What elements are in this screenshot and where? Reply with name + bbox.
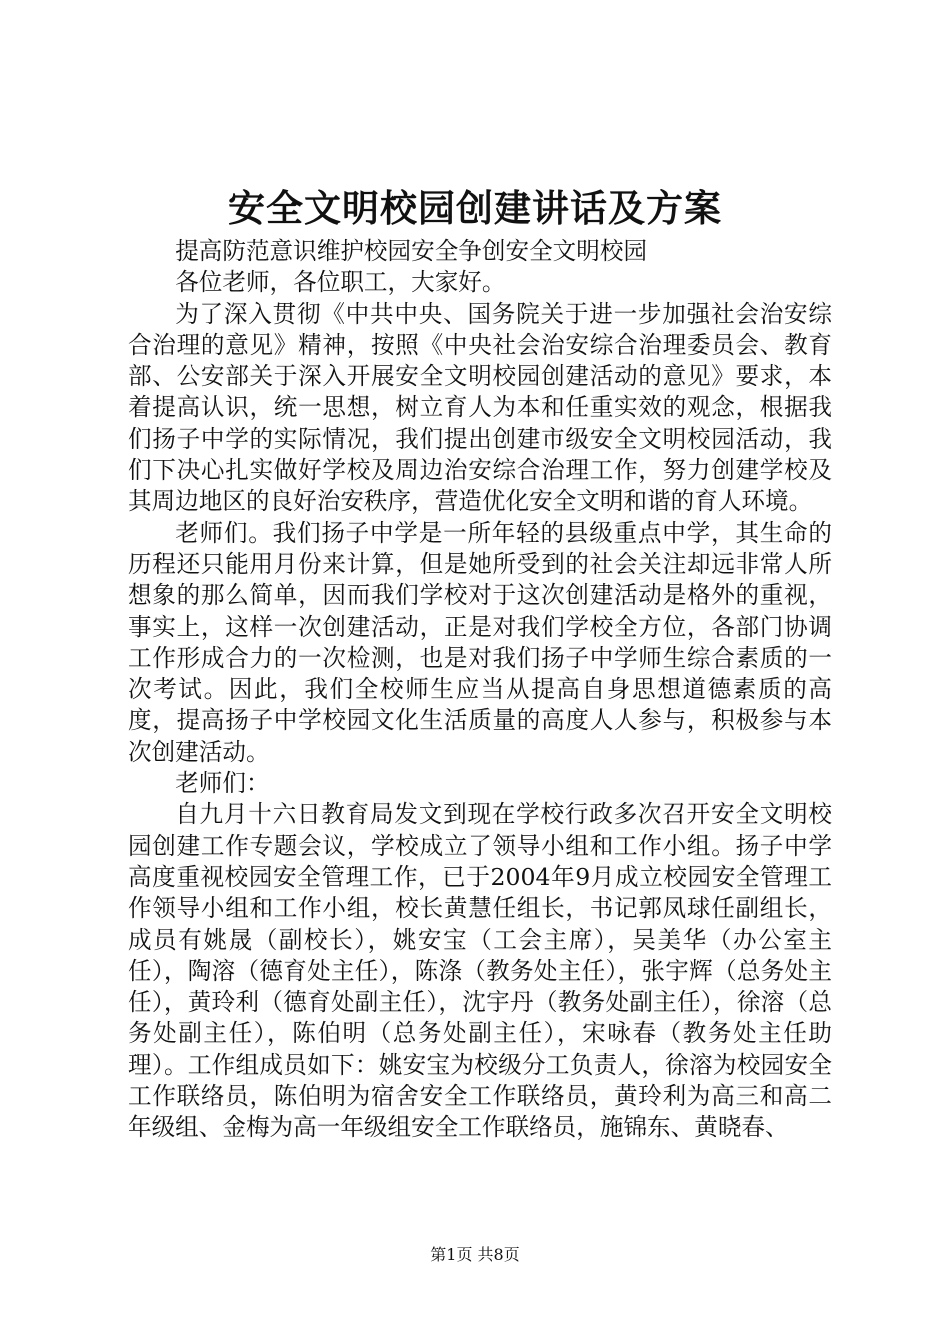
body-paragraph: 老师们。我们扬子中学是一所年轻的县级重点中学，其生命的历程还只能用月份来计算，但是她所受到的社会关注却远非常人所想象的那么简单，因而我们学校对于这次创建活动是格外的重视，事实上，这样一次创建活动，正是对我们学校全方位，各部门协调工作形成合力的一次检测，也是对我们扬子中学师生综合素质的一次考试。因此，我们全校师生应当从提高自身思想道德素质的高度，提高扬子中学校园文化生活质量的高度人人参与，积极参与本次创建活动。 (128, 518, 832, 766)
document-body (128, 236, 832, 1144)
body-paragraph: 为了深入贯彻《中共中央、国务院关于进一步加强社会治安综合治理的意见》精神，按照《中央社会治安综合治理委员会、教育部、公安部关于深入开展安全文明校园创建活动的意见》要求，本着提高认识，统一思想，树立育人为本和任重实效的观念，根据我们扬子中学的实际情况，我们提出创建市级安全文明校园活动，我们下决心扎实做好学校及周边治安综合治理工作，努力创建学校及其周边地区的良好治安秩序，营造优化安全文明和谐的育人环境。 (128, 299, 832, 516)
body-paragraph: 老师们： (175, 769, 270, 798)
body-paragraph: 自九月十六日教育局发文到现在学校行政多次召开安全文明校园创建工作专题会议，学校成立了领导小组和工作小组。扬子中学高度重视校园安全管理工作，已于2004年9月成立校园安全管理工作领导小组和工作小组，校长黄慧任组长，书记郭凤球任副组长，成员有姚晟（副校长），姚安宝（工会主席），吴美华（办公室主任），陶溶（德育处主任），陈涤（教务处主任），张宇辉（总务处主任），黄玲利（德育处副主任），沈宇丹（教务处副主任），徐溶（总务处副主任），陈伯明（总务处副主任），宋咏春（教务处主任助理）。工作组成员如下：姚安宝为校级分工负责人，徐溶为校园安全工作联络员，陈伯明为宿舍安全工作联络员，黄玲利为高三和高二年级组、金梅为高一年级组安全工作联络员，施锦东、黄晓春、 (128, 800, 832, 1142)
document-title: 安全文明校园创建讲话及方案 (228, 186, 722, 230)
page-number-footer: 第1页 共8页 (430, 1245, 520, 1264)
greeting-paragraph: 各位老师，各位职工，大家好。 (175, 268, 506, 297)
subtitle-paragraph: 提高防范意识维护校园安全争创安全文明校园 (175, 237, 648, 265)
